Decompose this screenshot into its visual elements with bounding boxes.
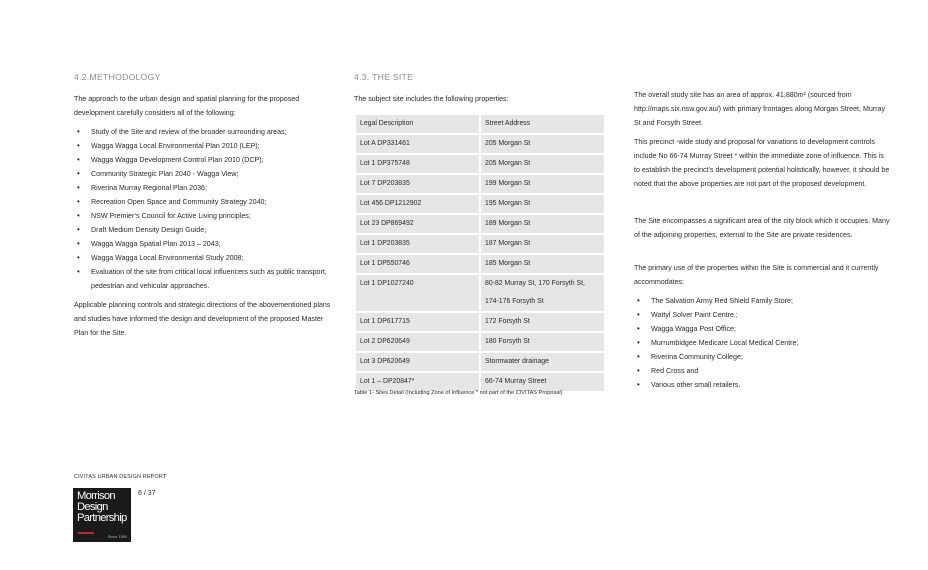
column-header-street-address: Street Address <box>481 115 604 133</box>
methodology-intro: The approach to the urban design and spatial planning for the proposed development carefully considers all of the following: <box>74 95 300 117</box>
site-heading: 4.3. THE SITE <box>354 72 414 82</box>
street-address-cell: 180 Forsyth St <box>481 333 604 351</box>
list-item: • Riverina Murray Regional Plan 2036; <box>74 181 336 195</box>
column-header-legal-description: Legal Description <box>356 115 479 133</box>
list-item: • Wagga Wagga Local Environmental Study 2008; <box>74 251 336 265</box>
bullet-icon: • <box>637 296 640 305</box>
overview-paragraph-area: The overall study site has an area of approx. 41,880m² (sourced from http://maps.six.nsw.gov.au/) with primary frontages along Morgan Street, Murray St and Forsyth Street. <box>634 91 886 127</box>
street-address-cell: 205 Morgan St <box>481 135 604 153</box>
street-address-cell: 195 Morgan St <box>481 195 604 213</box>
bullet-icon: • <box>77 225 80 234</box>
bullet-icon: • <box>637 338 640 347</box>
site-intro: The subject site includes the following properties: <box>354 95 509 103</box>
street-address-cell: 199 Morgan St <box>481 175 604 193</box>
tenants-list <box>634 294 890 392</box>
table-row <box>356 175 604 193</box>
legal-description-cell: Lot 1 DP1027240 <box>356 275 479 311</box>
street-address-cell: 189 Morgan St <box>481 215 604 233</box>
bullet-icon: • <box>637 380 640 389</box>
legal-description-cell: Lot 7 DP203835 <box>356 175 479 193</box>
bullet-icon: • <box>637 324 640 333</box>
list-item: • Riverina Community College; <box>634 350 890 364</box>
overview-paragraph-city-block: The Site encompasses a significant area of the city block which it occupies. Many of the adjoining properties, external to the Site are private residences. <box>634 217 890 239</box>
list-item: • Wagga Wagga Spatial Plan 2013 – 2043; <box>74 237 336 251</box>
list-item: • Recreation Open Space and Community Strategy 2040; <box>74 195 336 209</box>
table-row <box>356 333 604 351</box>
list-item: • Evaluation of the site from critical local influencers such as public transport, pedestrian and vehicular approaches. <box>77 267 327 290</box>
table-row <box>356 215 604 233</box>
table-caption: Table 1- Sites Detail (Including Zone of Influence * not part of the CIVITAS Proposal) <box>354 390 563 396</box>
legal-description-cell: Lot 1 DP203835 <box>356 235 479 253</box>
legal-description-cell: Lot 456 DP1212902 <box>356 195 479 213</box>
logo-since: Since 1984 <box>108 535 127 539</box>
table-row <box>356 155 604 173</box>
list-item: • Community Strategic Plan 2040 - Wagga View; <box>74 167 336 181</box>
list-item: • The Salvation Army Red Shield Family Store; <box>634 294 890 308</box>
logo-line: Partnership <box>77 512 127 524</box>
bullet-icon: • <box>637 310 640 319</box>
table-row <box>356 235 604 253</box>
bullet-icon: • <box>77 141 80 150</box>
bullet-icon: • <box>77 183 80 192</box>
company-logo <box>73 488 131 542</box>
bullet-icon: • <box>77 211 80 220</box>
table-header-row <box>356 115 604 133</box>
list-item: • Wagga Wagga Local Environmental Plan 2010 (LEP); <box>74 139 336 153</box>
bullet-icon: • <box>77 253 80 262</box>
street-address-cell: 172 Forsyth St <box>481 313 604 331</box>
table-row <box>356 135 604 153</box>
table-row <box>356 313 604 331</box>
legal-description-cell: Lot 1 DP550746 <box>356 255 479 273</box>
methodology-heading: 4.2.METHODOLOGY <box>74 72 161 82</box>
list-item: • NSW Premier’s Council for Active Living principles; <box>74 209 336 223</box>
legal-description-cell: Lot 3 DP620649 <box>356 353 479 371</box>
bullet-icon: • <box>77 239 80 248</box>
list-item: • Wagga Wagga Development Control Plan 2010 (DCP); <box>74 153 336 167</box>
table-row <box>356 275 604 311</box>
page-number: 6 / 37 <box>138 490 156 497</box>
street-address-cell: 187 Morgan St <box>481 235 604 253</box>
list-item: • Murrumbidgee Medicare Local Medical Centre; <box>634 336 890 350</box>
overview-paragraph-primary-use: The primary use of the properties within the Site is commercial and it currently accommodates: <box>634 264 879 286</box>
logo-line: Morrison <box>77 490 115 502</box>
legal-description-cell: Lot A DP331461 <box>356 135 479 153</box>
street-address-cell: 80-82 Murray St, 170 Forsyth St, 174-176 Forsyth St <box>481 275 604 311</box>
properties-table <box>354 113 606 393</box>
bullet-icon: • <box>637 366 640 375</box>
bullet-icon: • <box>77 169 80 178</box>
legal-description-cell: Lot 2 DP620649 <box>356 333 479 351</box>
street-address-cell: 205 Morgan St <box>481 155 604 173</box>
logo-accent-bar <box>78 532 94 534</box>
table-row <box>356 195 604 213</box>
list-item: • Wagga Wagga Post Office; <box>634 322 890 336</box>
report-title: CIVITAS URBAN DESIGN REPORT <box>74 474 167 480</box>
table-row <box>356 353 604 371</box>
methodology-list <box>74 125 336 293</box>
list-item: • Red Cross and <box>634 364 890 378</box>
bullet-icon: • <box>77 267 80 276</box>
street-address-cell: 66-74 Murray Street <box>481 373 604 391</box>
methodology-outro: Applicable planning controls and strategic directions of the abovementioned plans and studies have informed the design and development of the proposed Master Plan for the Site. <box>74 301 331 337</box>
street-address-cell: Stormwater drainage <box>481 353 604 371</box>
list-item: • Draft Medium Density Design Guide; <box>74 223 336 237</box>
bullet-icon: • <box>77 155 80 164</box>
overview-paragraph-precinct: This precinct -wide study and proposal for variations to development controls include No 66-74 Murray Street * within the immediate zone of influence. This is to establish the precinct’s development potential holistically, however, it should be noted that the above properties are not part of the proposed development. <box>634 138 890 188</box>
list-item: • Study of the Site and review of the broader surrounding areas; <box>74 125 336 139</box>
list-item: • Various other small retailers. <box>634 378 890 392</box>
legal-description-cell: Lot 1 – DP20847* <box>356 373 479 391</box>
logo-line: Design <box>77 501 108 513</box>
bullet-icon: • <box>77 127 80 136</box>
legal-description-cell: Lot 1 DP617715 <box>356 313 479 331</box>
list-item: • Wattyl Solver Paint Centre.; <box>634 308 890 322</box>
street-address-cell: 185 Morgan St <box>481 255 604 273</box>
bullet-icon: • <box>637 352 640 361</box>
bullet-icon: • <box>77 197 80 206</box>
legal-description-cell: Lot 23 DP869492 <box>356 215 479 233</box>
legal-description-cell: Lot 1 DP375748 <box>356 155 479 173</box>
table-row <box>356 255 604 273</box>
